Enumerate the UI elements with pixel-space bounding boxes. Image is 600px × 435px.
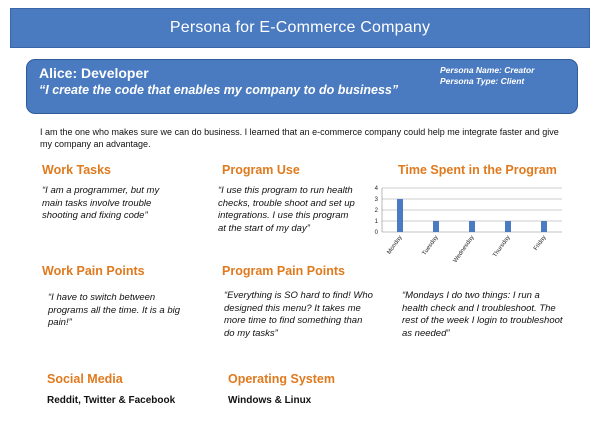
persona-quote: “I create the code that enables my company to do business” [39,83,399,97]
chart-bar [541,221,547,232]
chart-xtick-label: Tuesday [421,234,440,257]
chart-bar [469,221,475,232]
operating-system-heading: Operating System [228,372,335,386]
program-use-text: “I use this program to run health checks, trouble shoot and set up integrations. I use this program at the start of my day” [218,185,355,234]
program-pain-text: “Everything is SO hard to find! Who designed this menu? It takes me more time to find something than do my tasks” [224,290,373,339]
work-tasks-heading: Work Tasks [42,163,112,177]
chart-ytick-label: 0 [374,230,378,236]
persona-type-label: Persona Type: Client [440,76,525,86]
work-pain-heading: Work Pain Points [42,264,145,278]
chart-xtick-label: Thursday [492,234,512,259]
chart-bar [505,221,511,232]
chart-ytick-label: 2 [374,208,378,214]
intro-paragraph: I am the one who makes sure we can do business. I learned that an e-commerce company could help me integrate faster and give my company an advantage. [40,127,559,149]
work-tasks-text: “I am a programmer, but my main tasks involve trouble shooting and fixing code” [42,185,160,221]
chart-xtick-label: Wednesday [452,234,476,265]
chart-bar [433,221,439,232]
chart-bar [397,199,403,232]
persona-meta [440,65,534,87]
chart-xtick-label: Friday [533,234,548,252]
persona-banner [26,59,578,114]
social-media-heading: Social Media [47,372,123,386]
time-spent-heading: Time Spent in the Program [398,163,557,177]
chart-ytick-label: 3 [374,197,378,203]
chart-ytick-label: 1 [374,219,378,225]
persona-name-title: Alice: Developer [39,65,149,81]
operating-system-text: Windows & Linux [228,395,312,406]
program-pain-heading: Program Pain Points [222,264,345,278]
social-media-text: Reddit, Twitter & Facebook [47,395,176,406]
work-pain-text: “I have to switch between programs all the time. It is a big pain!” [48,292,180,328]
time-spent-chart-svg [370,180,570,270]
page-title: Persona for E-Commerce Company [169,19,431,36]
time-quote-text: “Mondays I do two things: I run a health check and I troubleshoot. The rest of the week I login to troubleshoot as needed” [402,290,563,339]
page-title-bar [10,8,590,48]
chart-xtick-label: Monday [386,234,404,256]
program-use-heading: Program Use [222,163,300,177]
chart-ytick-label: 4 [374,186,378,192]
persona-name-label: Persona Name: Creator [440,65,535,75]
time-spent-chart [370,180,570,270]
